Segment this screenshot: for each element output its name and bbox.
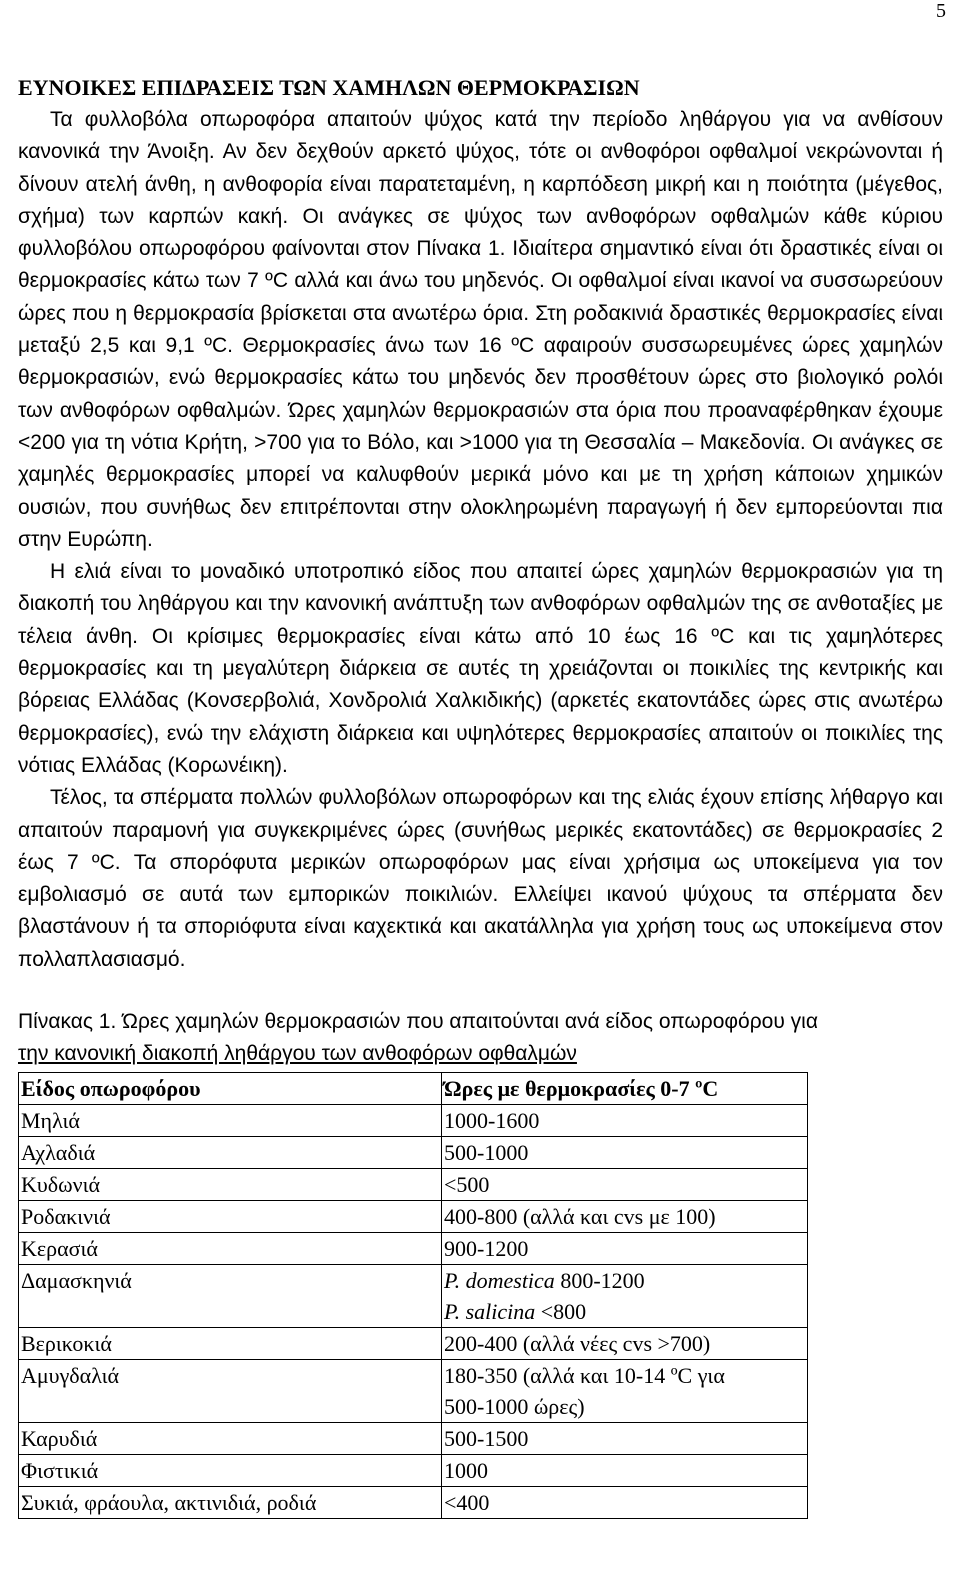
hours-cell: 200-400 (αλλά νέες cvs >700) [442, 1328, 808, 1360]
paragraph-seeds: Τέλος, τα σπέρματα πολλών φυλλοβόλων οπωροφόρων και της ελιάς έχουν επίσης λήθαργο και απαιτούν παραμονή για συγκεκριμένες ώρες (συνήθως μερικές εκατοντάδες) σε θερμοκρασίες 2 έως 7 ºC. Τα σπορόφυτα μερικών οπωροφόρων μας είναι χρήσιμα ως υποκείμενα για τον εμβολιασμό σε αυτά των εμπορικών ποικιλιών. Ελλείψει ικανού ψύχους τα σπέρματα δεν βλαστάνουν ή τα σποριόφυτα είναι καχεκτικά και ακατάλληλα για χρήση τους ως υποκείμενα στον πολλαπλασιασμό. [18, 786, 943, 971]
hours-cell [442, 1360, 808, 1423]
hours-line: 500-1000 ώρες) [444, 1394, 585, 1420]
table-row [19, 1360, 808, 1423]
hours-cell: 900-1200 [442, 1233, 808, 1265]
species-cell: Κυδωνιά [19, 1169, 442, 1201]
species-cell: Αμυγδαλιά [19, 1360, 442, 1423]
species-cell: Κερασιά [19, 1233, 442, 1265]
table-row [19, 1201, 808, 1233]
header-hours: Ώρες με θερμοκρασίες 0-7 ºC [442, 1073, 808, 1105]
hours-cell: 500-1500 [442, 1423, 808, 1455]
hours-cell [442, 1265, 808, 1328]
hours-cell: <500 [442, 1169, 808, 1201]
table-header-row [19, 1073, 808, 1105]
species-cell: Μηλιά [19, 1105, 442, 1137]
table-row [19, 1137, 808, 1169]
table-row [19, 1328, 808, 1360]
table-caption-line1: Πίνακας 1. Ώρες χαμηλών θερμοκρασιών που απαιτούνται ανά είδος οπωροφόρου για [18, 1010, 818, 1034]
paragraph-chilling: Τα φυλλοβόλα οπωροφόρα απαιτούν ψύχος κατά την περίοδο ληθάργου για να ανθίσουν κανονικά την Άνοιξη. Αν δεν δεχθούν αρκετό ψύχος, τότε οι ανθοφόροι οφθαλμοί νεκρώνονται ή δίνουν ατελή άνθη, η ανθοφορία είναι παρατεταμένη, η καρπόδεση μικρή και η ποιότητα (μέγεθος, σχήμα) των καρπών κακή. Οι ανάγκες σε ψύχος των ανθοφόρων οφθαλμών κάθε κύριου φυλλοβόλου οπωροφόρου φαίνονται στον Πίνακα 1. Ιδιαίτερα σημαντικό είναι ότι δραστικές είναι οι θερμοκρασίες κάτω των 7 ºC αλλά και άνω του μηδενός. Οι οφθαλμοί είναι ικανοί να συσσωρεύουν ώρες που η θερμοκρασία βρίσκεται στα ανωτέρω όρια. Στη ροδακινιά δραστικές θερμοκρασίες είναι μεταξύ 2,5 και 9,1 ºC. Θερμοκρασίες άνω των 16 ºC αφαιρούν συσσωρευμένες ώρες χαμηλών θερμοκρασιών, ενώ θερμοκρασίες κάτω του μηδενός δεν προσθέτουν ώρες στο βιολογικό ρολόι των ανθοφόρων οφθαλμών. Ώρες χαμηλών θερμοκρασιών στα όρια που προαναφέρθηκαν έχουμε <200 για τη νότια Κρήτη, >700 για το Βόλο, και >1000 για τη Θεσσαλία – Μακεδονία. Οι ανάγκες σε χαμηλές θερμοκρασίες μπορεί να καλυφθούν μερικά μόνο και με τη χρήση κάποιων χημικών ουσιών, που συνήθως δεν επιτρέπονται στην ολοκληρωμένη παραγωγή ή δεν εμπορεύονται πια στην Ευρώπη. [18, 108, 943, 551]
section-title: ΕΥΝΟΙΚΕΣ ΕΠΙΔΡΑΣΕΙΣ ΤΩΝ ΧΑΜΗΛΩΝ ΘΕΡΜΟΚΡΑΣΙΩΝ [18, 75, 640, 100]
table-caption-line2: την κανονική διακοπή ληθάργου των ανθοφόρων οφθαλμών [18, 1042, 577, 1066]
species-cell: Δαμασκηνιά [19, 1265, 442, 1328]
document-body [18, 72, 943, 1519]
species-cell: Ροδακινιά [19, 1201, 442, 1233]
species-cell: Καρυδιά [19, 1423, 442, 1455]
header-species: Είδος οπωροφόρου [19, 1073, 442, 1105]
species-cell: Φιστικιά [19, 1455, 442, 1487]
hours-cell: 400-800 (αλλά και cvs με 100) [442, 1201, 808, 1233]
hours-cell: 1000 [442, 1455, 808, 1487]
table-caption [18, 1006, 943, 1070]
species-cell: Βερικοκιά [19, 1328, 442, 1360]
table-row [19, 1487, 808, 1519]
table-row [19, 1423, 808, 1455]
species-cell: Συκιά, φράουλα, ακτινιδιά, ροδιά [19, 1487, 442, 1519]
hours-cell: <400 [442, 1487, 808, 1519]
table-row [19, 1105, 808, 1137]
paragraph-olive: Η ελιά είναι το μοναδικό υποτροπικό είδος που απαιτεί ώρες χαμηλών θερμοκρασιών για τη διακοπή του ληθάργου και την κανονική ανάπτυξη των ανθοφόρων οφθαλμών της σε ανθοταξίες με τέλεια άνθη. Οι κρίσιμες θερμοκρασίες είναι κάτω από 10 έως 16 ºC και τις χαμηλότερες θερμοκρασίες και τη μεγαλύτερη διάρκεια σε αυτές τη χρειάζονται οι ποικιλίες της κεντρικής και βόρειας Ελλάδας (Κονσερβολιά, Χονδρολιά Χαλκιδικής) (αρκετές εκατοντάδες ώρες στις ανωτέρω θερμοκρασίες), ενώ την ελάχιστη διάρκεια και υψηλότερες θερμοκρασίες απαιτούν οι ποικιλίες της νότιας Ελλάδας (Κορωνέικη). [18, 560, 943, 777]
chill-hours-table [18, 1072, 808, 1519]
plum-salicina-value: <800 [535, 1299, 587, 1325]
table-row [19, 1233, 808, 1265]
plum-domestica-value: 800-1200 [554, 1268, 645, 1294]
plum-domestica-name: P. domestica [444, 1268, 555, 1294]
hours-line: 180-350 (αλλά και 10-14 ºC για [444, 1363, 725, 1389]
plum-salicina-name: P. salicina [444, 1299, 536, 1325]
hours-cell: 1000-1600 [442, 1105, 808, 1137]
species-cell: Αχλαδιά [19, 1137, 442, 1169]
page-number: 5 [936, 0, 946, 22]
table-row [19, 1455, 808, 1487]
hours-cell: 500-1000 [442, 1137, 808, 1169]
table-row [19, 1169, 808, 1201]
table-row [19, 1265, 808, 1328]
